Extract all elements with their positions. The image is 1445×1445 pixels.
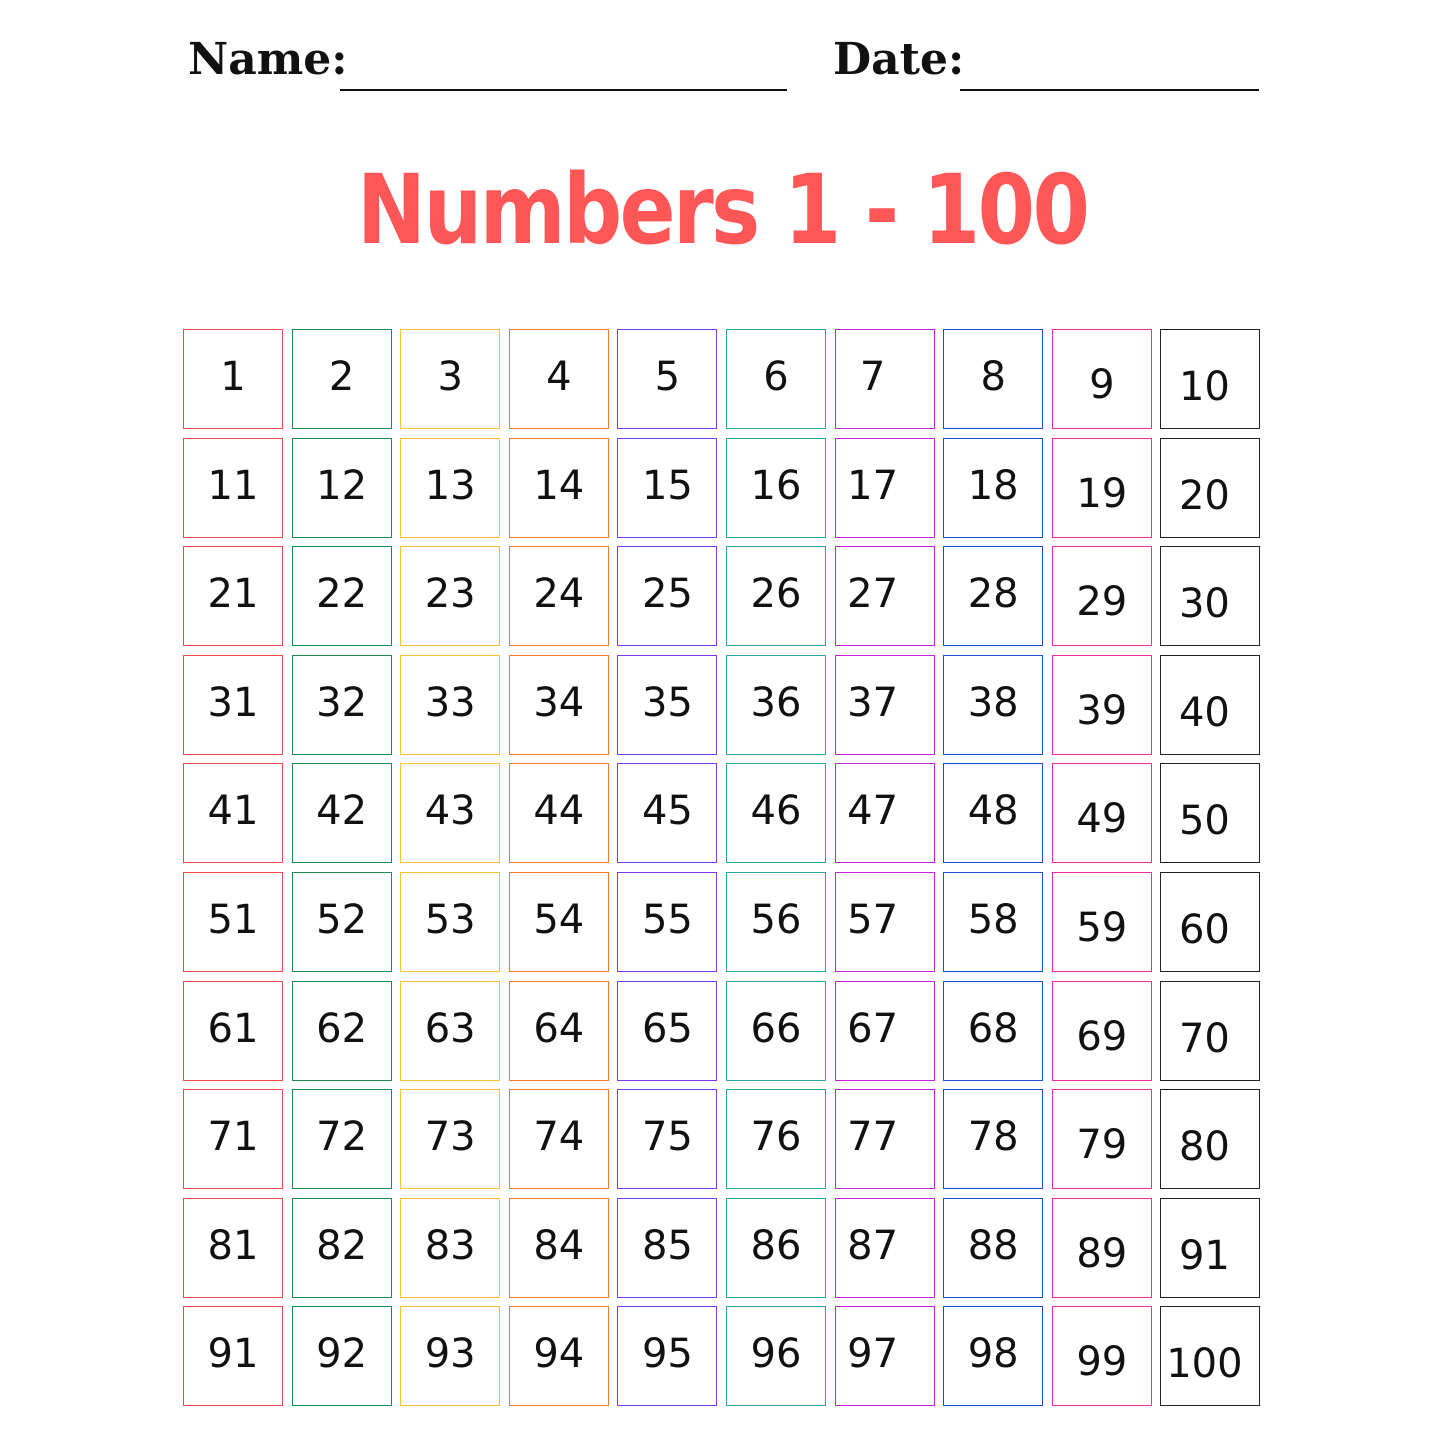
number-cell <box>400 872 500 972</box>
number-cell <box>617 1306 717 1406</box>
number-cell <box>183 329 283 429</box>
number-cell <box>835 1198 935 1298</box>
cell-number: 68 <box>967 1005 1019 1052</box>
cell-number: 53 <box>424 897 476 943</box>
cell-number: 5 <box>654 354 681 400</box>
number-cell <box>617 655 717 755</box>
number-cell <box>726 981 826 1081</box>
number-cell <box>183 872 283 972</box>
cell-number: 29 <box>1076 579 1128 626</box>
cell-number: 7 <box>859 354 886 400</box>
cell-number: 38 <box>967 679 1019 726</box>
number-cell <box>943 655 1043 755</box>
number-cell <box>183 655 283 755</box>
number-cell <box>292 655 392 755</box>
number-cell <box>400 1306 500 1406</box>
number-cell <box>292 438 392 538</box>
date-label: Date: <box>833 34 965 85</box>
cell-number: 17 <box>847 462 899 509</box>
number-cell <box>1160 1306 1260 1406</box>
number-cell <box>183 1198 283 1298</box>
cell-number: 61 <box>207 1005 259 1052</box>
cell-number: 8 <box>980 354 1006 400</box>
cell-number: 57 <box>847 897 899 943</box>
cell-number: 89 <box>1076 1230 1128 1277</box>
number-cell <box>1160 438 1260 538</box>
number-cell <box>835 546 935 646</box>
number-cell <box>943 872 1043 972</box>
number-cell <box>726 655 826 755</box>
number-cell <box>835 1089 935 1189</box>
number-cell <box>183 763 283 863</box>
cell-number: 2 <box>328 354 355 400</box>
number-cell <box>726 329 826 429</box>
page-title: Numbers 1 - 100 <box>356 154 1088 266</box>
number-cell <box>400 1198 500 1298</box>
cell-number: 54 <box>533 897 585 943</box>
number-cell <box>835 872 935 972</box>
cell-number: 49 <box>1076 796 1128 843</box>
number-cell <box>183 546 283 646</box>
cell-number: 28 <box>967 571 1019 618</box>
number-cell <box>617 1198 717 1298</box>
number-cell <box>183 438 283 538</box>
cell-number: 86 <box>750 1222 802 1269</box>
number-cell <box>943 438 1043 538</box>
cell-number: 67 <box>847 1005 899 1052</box>
cell-number: 3 <box>437 354 463 400</box>
number-cell <box>509 546 609 646</box>
cell-number: 37 <box>847 679 899 726</box>
cell-number: 100 <box>1166 1341 1243 1388</box>
number-cell <box>726 872 826 972</box>
number-cell <box>400 438 500 538</box>
number-cell <box>292 546 392 646</box>
number-cell <box>726 1198 826 1298</box>
cell-number: 25 <box>641 571 693 618</box>
cell-number: 55 <box>641 897 693 943</box>
number-cell <box>183 1089 283 1189</box>
cell-number: 78 <box>967 1114 1019 1161</box>
name-label: Name: <box>188 34 348 85</box>
cell-number: 70 <box>1178 1015 1230 1062</box>
cell-number: 6 <box>763 354 789 400</box>
cell-number: 79 <box>1076 1122 1128 1169</box>
cell-number: 87 <box>847 1222 899 1269</box>
number-cell <box>1052 1089 1152 1189</box>
cell-number: 98 <box>967 1331 1019 1378</box>
cell-number: 73 <box>424 1114 476 1161</box>
number-cell <box>943 1306 1043 1406</box>
number-cell <box>509 981 609 1081</box>
number-cell <box>1160 1089 1260 1189</box>
cell-number: 60 <box>1178 907 1230 953</box>
number-cell <box>509 763 609 863</box>
cell-number: 15 <box>641 462 693 509</box>
cell-number: 23 <box>424 571 476 618</box>
cell-number: 77 <box>847 1114 899 1161</box>
cell-number: 59 <box>1076 905 1128 951</box>
number-cell <box>1160 872 1260 972</box>
cell-number: 10 <box>1178 364 1230 410</box>
cell-number: 43 <box>424 788 476 835</box>
cell-number: 27 <box>847 571 899 618</box>
number-cell <box>617 872 717 972</box>
cell-number: 39 <box>1076 687 1128 734</box>
name-blank-line <box>340 89 787 91</box>
number-cell <box>1052 438 1152 538</box>
number-cell <box>1052 763 1152 863</box>
number-cell <box>835 438 935 538</box>
number-cell <box>400 1089 500 1189</box>
number-cell <box>943 763 1043 863</box>
cell-number: 95 <box>641 1331 693 1378</box>
number-cell <box>835 763 935 863</box>
number-cell <box>943 1089 1043 1189</box>
number-cell <box>509 329 609 429</box>
cell-number: 35 <box>641 679 693 726</box>
number-cell <box>943 546 1043 646</box>
number-cell <box>617 1089 717 1189</box>
cell-number: 96 <box>750 1331 802 1378</box>
number-cell <box>292 872 392 972</box>
cell-number: 41 <box>207 788 259 835</box>
cell-number: 18 <box>967 462 1019 509</box>
number-cell <box>1160 546 1260 646</box>
cell-number: 34 <box>533 679 585 726</box>
cell-number: 91 <box>1178 1232 1230 1279</box>
number-cell <box>835 1306 935 1406</box>
cell-number: 31 <box>207 679 259 726</box>
cell-number: 66 <box>750 1005 802 1052</box>
number-cell <box>183 981 283 1081</box>
cell-number: 33 <box>424 679 476 726</box>
cell-number: 20 <box>1178 472 1230 519</box>
number-cell <box>835 981 935 1081</box>
cell-number: 14 <box>533 462 585 509</box>
cell-number: 19 <box>1076 470 1128 517</box>
cell-number: 46 <box>750 788 802 835</box>
number-cell <box>1160 1198 1260 1298</box>
number-cell <box>835 655 935 755</box>
cell-number: 13 <box>424 462 476 509</box>
cell-number: 56 <box>750 897 802 943</box>
number-cell <box>726 1089 826 1189</box>
cell-number: 1 <box>220 354 246 400</box>
cell-number: 40 <box>1178 689 1230 736</box>
cell-number: 94 <box>533 1331 585 1378</box>
number-cell <box>943 329 1043 429</box>
date-blank-line <box>960 89 1259 91</box>
number-cell <box>400 981 500 1081</box>
number-cell <box>1052 655 1152 755</box>
number-cell <box>509 655 609 755</box>
number-cell <box>726 1306 826 1406</box>
cell-number: 4 <box>546 354 572 400</box>
cell-number: 22 <box>316 571 368 618</box>
cell-number: 69 <box>1076 1013 1128 1060</box>
number-cell <box>617 546 717 646</box>
cell-number: 99 <box>1076 1339 1128 1386</box>
number-cell <box>617 438 717 538</box>
cell-number: 84 <box>533 1222 585 1269</box>
number-cell <box>943 1198 1043 1298</box>
cell-number: 24 <box>533 571 585 618</box>
number-cell <box>509 1089 609 1189</box>
number-cell <box>400 655 500 755</box>
cell-number: 80 <box>1178 1124 1230 1171</box>
number-cell <box>1160 655 1260 755</box>
cell-number: 65 <box>641 1005 693 1052</box>
number-cell <box>292 329 392 429</box>
cell-number: 26 <box>750 571 802 618</box>
cell-number: 58 <box>967 897 1019 943</box>
cell-number: 36 <box>750 679 802 726</box>
number-cell <box>1052 1198 1152 1298</box>
cell-number: 74 <box>533 1114 585 1161</box>
cell-number: 21 <box>207 571 259 618</box>
number-cell <box>292 1089 392 1189</box>
cell-number: 88 <box>967 1222 1019 1269</box>
cell-number: 52 <box>316 897 368 943</box>
cell-number: 16 <box>750 462 802 509</box>
number-cell <box>1052 329 1152 429</box>
number-cell <box>617 329 717 429</box>
cell-number: 92 <box>316 1331 368 1378</box>
cell-number: 32 <box>316 679 368 726</box>
number-cell <box>509 1198 609 1298</box>
cell-number: 63 <box>424 1005 476 1052</box>
cell-number: 30 <box>1178 581 1230 628</box>
cell-number: 12 <box>316 462 368 509</box>
cell-number: 62 <box>316 1005 368 1052</box>
cell-number: 42 <box>316 788 368 835</box>
number-cell <box>292 981 392 1081</box>
cell-number: 64 <box>533 1005 585 1052</box>
cell-number: 50 <box>1178 798 1230 845</box>
number-cell <box>726 438 826 538</box>
cell-number: 44 <box>533 788 585 835</box>
cell-number: 51 <box>207 897 259 943</box>
cell-number: 93 <box>424 1331 476 1378</box>
cell-number: 76 <box>750 1114 802 1161</box>
number-cell <box>1052 872 1152 972</box>
number-cell <box>617 763 717 863</box>
number-cell <box>1052 981 1152 1081</box>
cell-number: 45 <box>641 788 693 835</box>
cell-number: 85 <box>641 1222 693 1269</box>
number-cell <box>509 438 609 538</box>
number-cell <box>1160 981 1260 1081</box>
number-cell <box>400 763 500 863</box>
cell-number: 91 <box>207 1331 259 1378</box>
number-cell <box>1160 329 1260 429</box>
number-cell <box>726 546 826 646</box>
cell-number: 71 <box>207 1114 259 1161</box>
number-cell <box>292 763 392 863</box>
number-cell <box>943 981 1043 1081</box>
number-cell <box>292 1198 392 1298</box>
cell-number: 97 <box>847 1331 899 1378</box>
number-cell <box>617 981 717 1081</box>
cell-number: 75 <box>641 1114 693 1161</box>
number-cell <box>1160 763 1260 863</box>
number-cell <box>1052 546 1152 646</box>
number-cell <box>835 329 935 429</box>
cell-number: 47 <box>847 788 899 835</box>
cell-number: 72 <box>316 1114 368 1161</box>
cell-number: 83 <box>424 1222 476 1269</box>
number-grid <box>183 329 1263 1409</box>
cell-number: 11 <box>207 462 259 509</box>
cell-number: 82 <box>316 1222 368 1269</box>
number-cell <box>726 763 826 863</box>
cell-number: 48 <box>967 788 1019 835</box>
number-cell <box>509 1306 609 1406</box>
number-cell <box>400 546 500 646</box>
number-cell <box>400 329 500 429</box>
number-cell <box>509 872 609 972</box>
cell-number: 9 <box>1089 362 1115 408</box>
number-cell <box>292 1306 392 1406</box>
cell-number: 81 <box>207 1222 259 1269</box>
number-cell <box>183 1306 283 1406</box>
number-cell <box>1052 1306 1152 1406</box>
